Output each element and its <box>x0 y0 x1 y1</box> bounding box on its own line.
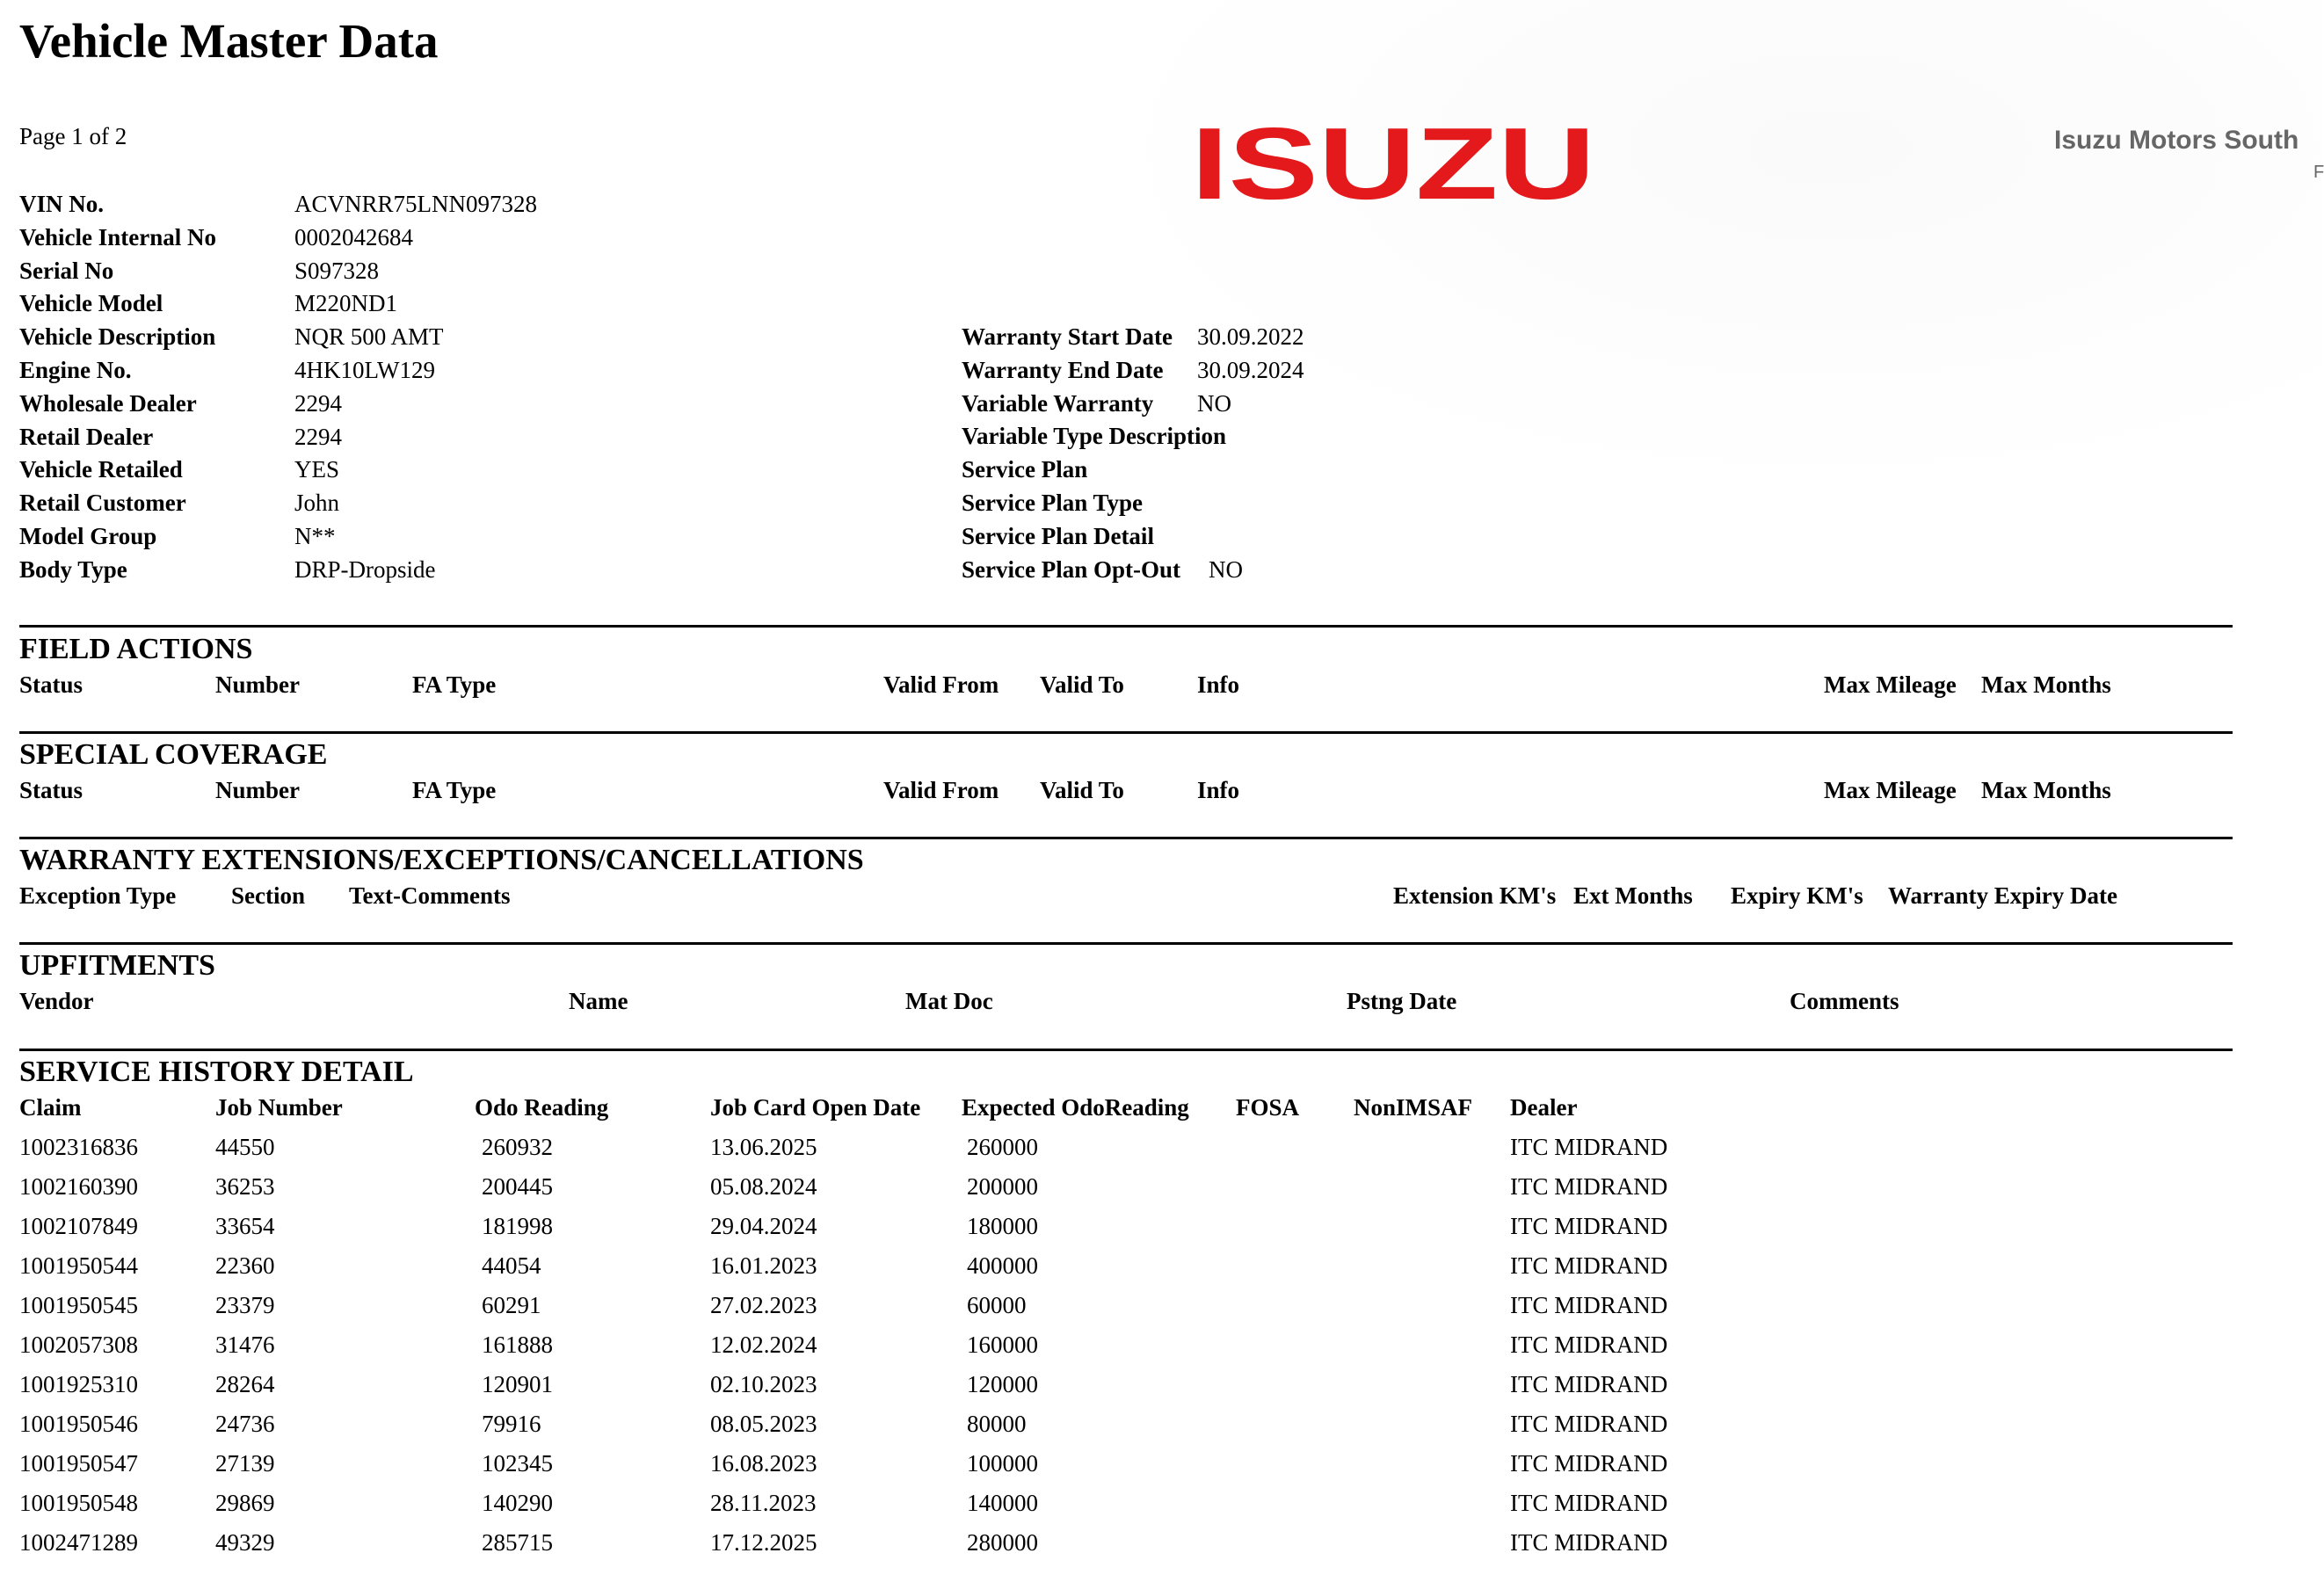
column-header: Number <box>215 777 300 803</box>
table-cell: 44550 <box>215 1134 275 1160</box>
column-header: Job Card Open Date <box>710 1094 921 1121</box>
vehicle-field-value: NQR 500 AMT <box>294 323 444 350</box>
vehicle-field-label: Retail Dealer <box>19 424 154 450</box>
table-cell: 22360 <box>215 1252 275 1279</box>
service-history-title: SERVICE HISTORY DETAIL <box>19 1056 414 1088</box>
column-header: Section <box>231 882 305 909</box>
table-cell: 29.04.2024 <box>710 1213 817 1239</box>
column-header: Exception Type <box>19 882 177 909</box>
variable-type-label: Variable Type Description <box>962 423 1227 449</box>
column-header: Job Number <box>215 1094 343 1121</box>
table-cell: 1001950544 <box>19 1252 138 1279</box>
column-header: Extension KM's <box>1393 882 1557 909</box>
table-cell: 02.10.2023 <box>710 1371 817 1397</box>
service-plan-type-label: Service Plan Type <box>962 490 1143 516</box>
table-cell: 31476 <box>215 1332 275 1358</box>
table-cell: 260932 <box>482 1134 553 1160</box>
table-cell: ITC MIDRAND <box>1510 1450 1668 1477</box>
column-header: Status <box>19 777 84 803</box>
table-cell: 80000 <box>967 1411 1027 1437</box>
column-header: Name <box>569 988 628 1014</box>
divider <box>19 942 2233 945</box>
table-cell: 120901 <box>482 1371 553 1397</box>
logo-background <box>1090 0 2322 492</box>
warranty-end-value: 30.09.2024 <box>1197 357 1304 383</box>
page-title: Vehicle Master Data <box>19 14 439 68</box>
column-header: Max Mileage <box>1824 777 1957 803</box>
column-header: Vendor <box>19 988 94 1014</box>
table-cell: 24736 <box>215 1411 275 1437</box>
table-cell: 180000 <box>967 1213 1038 1239</box>
table-row <box>0 1134 2322 1173</box>
table-row <box>0 1332 2322 1371</box>
table-row <box>0 1213 2322 1252</box>
divider <box>19 625 2233 628</box>
table-cell: 100000 <box>967 1450 1038 1477</box>
table-cell: 1002057308 <box>19 1332 138 1358</box>
warranty-end-label: Warranty End Date <box>962 357 1164 383</box>
vehicle-field-value: M220ND1 <box>294 290 398 316</box>
vehicle-field-label: Serial No <box>19 258 114 284</box>
column-header: Max Months <box>1981 671 2111 698</box>
table-cell: 16.08.2023 <box>710 1450 817 1477</box>
divider <box>19 837 2233 839</box>
column-header: NonIMSAF <box>1354 1094 1473 1121</box>
table-cell: 49329 <box>215 1529 275 1556</box>
service-plan-opt-out-value: NO <box>1209 556 1243 583</box>
table-cell: 28.11.2023 <box>710 1490 817 1516</box>
column-header: Expected OdoReading <box>962 1094 1189 1121</box>
table-cell: 28264 <box>215 1371 275 1397</box>
table-cell: ITC MIDRAND <box>1510 1134 1668 1160</box>
column-header: Status <box>19 671 84 698</box>
vehicle-field-value: S097328 <box>294 258 380 284</box>
column-header: Claim <box>19 1094 82 1121</box>
vehicle-field-value: 4HK10LW129 <box>294 357 435 383</box>
table-cell: 160000 <box>967 1332 1038 1358</box>
table-row <box>0 1371 2322 1411</box>
table-cell: 33654 <box>215 1213 275 1239</box>
column-header: Valid From <box>883 671 999 698</box>
company-name-sub: F <box>2313 163 2324 182</box>
table-row <box>0 1529 2322 1569</box>
table-cell: ITC MIDRAND <box>1510 1332 1668 1358</box>
table-cell: 181998 <box>482 1213 553 1239</box>
table-cell: 36253 <box>215 1173 275 1200</box>
column-header: FOSA <box>1236 1094 1300 1121</box>
table-row <box>0 1490 2322 1529</box>
service-plan-label: Service Plan <box>962 456 1088 483</box>
table-row <box>0 1450 2322 1490</box>
column-header: Mat Doc <box>905 988 993 1014</box>
column-header: FA Type <box>412 777 497 803</box>
table-cell: 08.05.2023 <box>710 1411 817 1437</box>
vehicle-field-label: Vehicle Internal No <box>19 224 216 250</box>
table-cell: ITC MIDRAND <box>1510 1529 1668 1556</box>
table-cell: 1002316836 <box>19 1134 138 1160</box>
table-cell: 285715 <box>482 1529 553 1556</box>
table-cell: 16.01.2023 <box>710 1252 817 1279</box>
column-header: Ext Months <box>1573 882 1693 909</box>
table-cell: 1001950548 <box>19 1490 138 1516</box>
column-header: Text-Comments <box>349 882 511 909</box>
company-name: Isuzu Motors South <box>2054 126 2299 155</box>
table-cell: 1001950546 <box>19 1411 138 1437</box>
column-header: Valid To <box>1040 671 1124 698</box>
column-header: Pstng Date <box>1347 988 1457 1014</box>
table-cell: 120000 <box>967 1371 1038 1397</box>
service-plan-opt-out-label: Service Plan Opt-Out <box>962 556 1180 583</box>
vehicle-field-value: 2294 <box>294 424 342 450</box>
vehicle-field-label: VIN No. <box>19 191 105 217</box>
table-cell: 60000 <box>967 1292 1027 1318</box>
table-cell: 79916 <box>482 1411 541 1437</box>
vehicle-field-label: Engine No. <box>19 357 132 383</box>
field-actions-title: FIELD ACTIONS <box>19 633 253 665</box>
table-cell: ITC MIDRAND <box>1510 1213 1668 1239</box>
table-row <box>0 1252 2322 1292</box>
table-cell: ITC MIDRAND <box>1510 1371 1668 1397</box>
table-cell: ITC MIDRAND <box>1510 1411 1668 1437</box>
vehicle-field-label: Wholesale Dealer <box>19 390 197 417</box>
table-cell: 161888 <box>482 1332 553 1358</box>
table-cell: ITC MIDRAND <box>1510 1292 1668 1318</box>
vehicle-field-value: N** <box>294 523 336 549</box>
column-header: Max Mileage <box>1824 671 1957 698</box>
column-header: Dealer <box>1510 1094 1578 1121</box>
column-header: Info <box>1197 671 1240 698</box>
column-header: Comments <box>1790 988 1899 1014</box>
table-cell: ITC MIDRAND <box>1510 1490 1668 1516</box>
special-coverage-title: SPECIAL COVERAGE <box>19 738 328 771</box>
warranty-extensions-title: WARRANTY EXTENSIONS/EXCEPTIONS/CANCELLATIONS <box>19 844 864 876</box>
variable-warranty-value: NO <box>1197 390 1231 417</box>
column-header: Info <box>1197 777 1240 803</box>
vehicle-field-label: Vehicle Retailed <box>19 456 183 483</box>
table-cell: ITC MIDRAND <box>1510 1252 1668 1279</box>
table-cell: 1002107849 <box>19 1213 138 1239</box>
table-cell: 44054 <box>482 1252 541 1279</box>
table-cell: 29869 <box>215 1490 275 1516</box>
table-cell: 05.08.2024 <box>710 1173 817 1200</box>
table-cell: 260000 <box>967 1134 1038 1160</box>
table-row <box>0 1411 2322 1450</box>
vehicle-field-value: DRP-Dropside <box>294 556 436 583</box>
table-row <box>0 1292 2322 1332</box>
warranty-start-label: Warranty Start Date <box>962 323 1173 350</box>
column-header: Number <box>215 671 300 698</box>
table-cell: 1001925310 <box>19 1371 138 1397</box>
table-cell: 17.12.2025 <box>710 1529 817 1556</box>
table-cell: 27.02.2023 <box>710 1292 817 1318</box>
table-cell: 400000 <box>967 1252 1038 1279</box>
table-row <box>0 1173 2322 1213</box>
table-cell: 102345 <box>482 1450 553 1477</box>
column-header: Valid From <box>883 777 999 803</box>
upfitments-title: UPFITMENTS <box>19 949 215 982</box>
divider <box>19 731 2233 734</box>
table-cell: 13.06.2025 <box>710 1134 817 1160</box>
table-cell: 1002160390 <box>19 1173 138 1200</box>
column-header: Valid To <box>1040 777 1124 803</box>
column-header: Max Months <box>1981 777 2111 803</box>
vehicle-field-value: 0002042684 <box>294 224 413 250</box>
table-cell: 280000 <box>967 1529 1038 1556</box>
table-cell: 140290 <box>482 1490 553 1516</box>
table-cell: 23379 <box>215 1292 275 1318</box>
service-plan-detail-label: Service Plan Detail <box>962 523 1154 549</box>
column-header: FA Type <box>412 671 497 698</box>
table-cell: ITC MIDRAND <box>1510 1173 1668 1200</box>
warranty-start-value: 30.09.2022 <box>1197 323 1304 350</box>
table-cell: 12.02.2024 <box>710 1332 817 1358</box>
divider <box>19 1049 2233 1051</box>
vehicle-field-value: 2294 <box>294 390 342 417</box>
table-cell: 140000 <box>967 1490 1038 1516</box>
table-cell: 1001950547 <box>19 1450 138 1477</box>
column-header: Expiry KM's <box>1731 882 1863 909</box>
vehicle-field-label: Model Group <box>19 523 157 549</box>
vehicle-field-label: Vehicle Model <box>19 290 163 316</box>
vehicle-field-value: YES <box>294 456 340 483</box>
table-cell: 1002471289 <box>19 1529 138 1556</box>
table-cell: 200445 <box>482 1173 553 1200</box>
vehicle-field-value: ACVNRR75LNN097328 <box>294 191 538 217</box>
table-cell: 200000 <box>967 1173 1038 1200</box>
table-cell: 27139 <box>215 1450 275 1477</box>
variable-warranty-label: Variable Warranty <box>962 390 1154 417</box>
vehicle-field-value: John <box>294 490 340 516</box>
isuzu-logo-text: ISUZU <box>1191 106 1595 221</box>
column-header: Odo Reading <box>475 1094 609 1121</box>
isuzu-logo <box>1191 106 1595 221</box>
table-cell: 1001950545 <box>19 1292 138 1318</box>
table-cell: 60291 <box>482 1292 541 1318</box>
vehicle-field-label: Vehicle Description <box>19 323 216 350</box>
vehicle-field-label: Body Type <box>19 556 127 583</box>
page-number: Page 1 of 2 <box>19 123 127 149</box>
vehicle-field-label: Retail Customer <box>19 490 186 516</box>
column-header: Warranty Expiry Date <box>1888 882 2117 909</box>
